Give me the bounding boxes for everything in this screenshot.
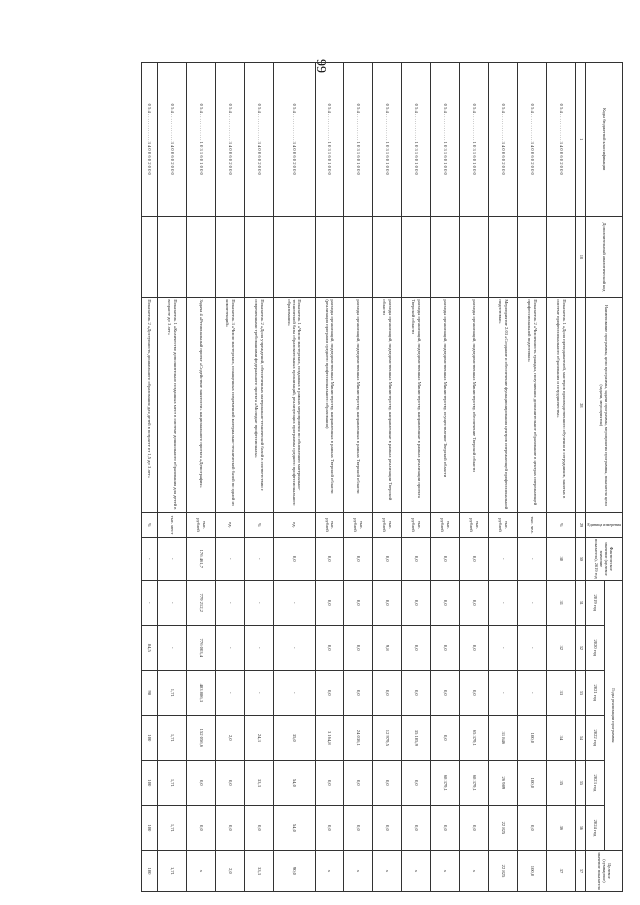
analytic-code-cell <box>274 216 315 298</box>
year-value-cell: 22 825 <box>489 805 518 850</box>
table-row <box>245 63 274 892</box>
table-row <box>373 63 402 892</box>
year-value-cell: 100,0 <box>518 715 547 760</box>
table-row <box>141 63 158 892</box>
page-number: 99 <box>313 59 328 73</box>
year-header: 2022 год <box>586 715 605 760</box>
budget-code-cell: 0 5 4 . . . . . . . . . . . . 1 0 3 1 6 0 1 0 0 0 <box>402 63 431 217</box>
year-value-cell: 35 105,9 <box>402 715 431 760</box>
year-value-cell: 0,0 <box>431 715 460 760</box>
year-value-cell: 0,0 <box>216 760 245 805</box>
budget-code-cell: 0 5 4 . . . . . . . . . . . . 3 4 0 0 6 0 2 0 0 0 <box>274 63 315 217</box>
target-cell: 37 <box>547 850 576 891</box>
target-cell: x <box>460 850 489 891</box>
unit-cell: тыс. рублей <box>460 513 489 538</box>
year-value-cell: 0,0 <box>315 625 344 670</box>
unit-cell: тыс. рублей <box>431 513 460 538</box>
analytic-code-cell <box>315 216 344 298</box>
year-value-cell: 1,71 <box>158 805 187 850</box>
budget-code-cell: 0 5 4 . . . . . . . . . . . . 3 4 0 0 6 0 2 0 0 0 <box>489 63 518 217</box>
year-value-cell: 776 003,4 <box>187 625 216 670</box>
name-cell: Показатель 1 «Число мастерских, созданных в рамках мероприятия по обновлению материально-технической базы образовательных организаций, реализующих программы среднего профессионального образования» <box>274 298 315 513</box>
budget-code-cell: 0 5 4 . . . . . . . . . . . . 3 4 0 0 6 0 2 0 0 0 <box>216 63 245 217</box>
year-value-cell: 0,0 <box>315 760 344 805</box>
unit-cell: тыс. мест <box>158 513 187 538</box>
budget-code-cell: 0 5 4 . . . . . . . . . . . . 3 4 0 0 6 0 2 0 0 0 <box>245 63 274 217</box>
table-body <box>141 63 576 892</box>
name-cell: Показатель 2 «Численность граждан, получивших дополнительное образование в центрах опережающей профессиональной подготовки» <box>518 298 547 513</box>
year-value-cell: 0,0 <box>373 670 402 715</box>
fact-cell: 0,0 <box>431 537 460 580</box>
name-cell: Мероприятие 2.03 «Создание и обеспечение функционирования центров опережающей профессиональной подготовки» <box>489 298 518 513</box>
target-cell: 2,0 <box>216 850 245 891</box>
target-cell: 22 825 <box>489 850 518 891</box>
name-cell: расходы организаций, подведомственных Министерству, направленные в рамках реализации проекта Тверской области <box>402 298 431 513</box>
table-row <box>274 63 315 892</box>
unit-cell: тыс. рублей <box>402 513 431 538</box>
year-value-cell: 2,0 <box>216 715 245 760</box>
table-row <box>518 63 547 892</box>
year-value-cell: 0,0 <box>187 805 216 850</box>
target-cell: 33,3 <box>245 850 274 891</box>
year-value-cell: 31 <box>547 580 576 625</box>
year-value-cell: - <box>489 580 518 625</box>
budget-code-cell: 0 5 4 . . . . . . . . . . . . 3 4 0 0 6 0 2 0 0 0 <box>547 63 576 217</box>
header-years-group: Годы реализации программы <box>604 580 622 850</box>
analytic-code-cell <box>547 216 576 298</box>
table-row <box>315 63 344 892</box>
unit-cell: ед. <box>274 513 315 538</box>
target-cell: x <box>344 850 373 891</box>
fact-cell: - <box>216 537 245 580</box>
name-cell: расходы организаций, подведомственных Министерству, осуществление Тверской области <box>431 298 460 513</box>
year-value-cell: 0,0 <box>431 805 460 850</box>
table-row <box>187 63 216 892</box>
year-value-cell: - <box>216 670 245 715</box>
table-row <box>431 63 460 892</box>
header-fact: Фактическое значение (целевое значение показателя), 2019 год <box>586 537 623 580</box>
column-number: 33 <box>576 670 586 715</box>
unit-cell: тыс. рублей <box>344 513 373 538</box>
name-cell: расходы организаций, подведомственных Министерству, направленных в рамках Тверской области <box>344 298 373 513</box>
year-value-cell: - <box>216 580 245 625</box>
year-value-cell: 68 379,1 <box>431 760 460 805</box>
target-cell: 100,0 <box>518 850 547 891</box>
year-value-cell: - <box>518 625 547 670</box>
unit-cell: тыс. чел. <box>518 513 547 538</box>
fact-cell: - <box>245 537 274 580</box>
year-value-cell: 31 846 <box>489 715 518 760</box>
name-cell: Показатель 3 «Число мастерских, оснащенных современной материально-технической базой по одной из компетенций» <box>216 298 245 513</box>
year-value-cell: 0,0 <box>518 805 547 850</box>
year-value-cell: 0,0 <box>402 760 431 805</box>
year-value-cell: 0,0 <box>245 805 274 850</box>
column-number: 32 <box>576 625 586 670</box>
year-value-cell: 35,0 <box>274 715 315 760</box>
unit-cell: % <box>141 513 158 538</box>
analytic-code-cell <box>489 216 518 298</box>
year-value-cell: 0,0 <box>431 625 460 670</box>
fact-cell: 0,0 <box>460 537 489 580</box>
year-value-cell: 68 379,1 <box>460 760 489 805</box>
year-value-cell: 24,3 <box>245 715 274 760</box>
year-header: 2021 год <box>586 670 605 715</box>
year-value-cell: 0,0 <box>460 805 489 850</box>
year-value-cell: 0,0 <box>344 670 373 715</box>
year-value-cell: 0,0 <box>402 580 431 625</box>
year-value-cell: 100 <box>141 805 158 850</box>
fact-cell: 0,0 <box>274 537 315 580</box>
year-value-cell: 779 212,2 <box>187 580 216 625</box>
year-value-cell: - <box>489 625 518 670</box>
fact-cell: 0,0 <box>315 537 344 580</box>
fact-cell: - <box>489 537 518 580</box>
analytic-code-cell <box>518 216 547 298</box>
year-value-cell: - <box>274 670 315 715</box>
year-value-cell: 0,0 <box>373 580 402 625</box>
analytic-code-cell <box>216 216 245 298</box>
year-value-cell: 0,0 <box>460 580 489 625</box>
year-value-cell: 34 <box>547 715 576 760</box>
name-cell: Показатель 1 «Доля преподавателей, мастеров производственного обучения и сотрудников, занятых в системе профессионального образования и сотрудничества» <box>547 298 576 513</box>
column-number-row <box>576 63 586 892</box>
year-value-cell: 33,3 <box>245 760 274 805</box>
year-value-cell: 0,0 <box>431 580 460 625</box>
year-value-cell: 24 036,1 <box>344 715 373 760</box>
year-header: 2023 год <box>586 760 605 805</box>
analytic-code-cell <box>245 216 274 298</box>
column-number: 36 <box>576 805 586 850</box>
year-header: 2024 год <box>586 805 605 850</box>
year-value-cell: 0,0 <box>402 805 431 850</box>
table-row <box>460 63 489 892</box>
target-cell: 1,71 <box>158 850 187 891</box>
year-value-cell: 0,0 <box>373 805 402 850</box>
column-number: 1 <box>576 63 586 217</box>
year-value-cell: 0,0 <box>460 625 489 670</box>
name-cell: расходы организаций, подведомственных Министерству, направленных в рамках Тверской области (реализация программ среднего профессионального образования) <box>315 298 344 513</box>
header-unit-text: Единица измерения <box>587 521 622 527</box>
name-cell: Показатель 1 «Количество дополнительно созданных мест в системе дошкольного образования для детей в возрасте до 3 лет» <box>158 298 187 513</box>
year-value-cell: 0,0 <box>216 805 245 850</box>
fact-cell: 0,0 <box>373 537 402 580</box>
column-number: 34 <box>576 715 586 760</box>
year-value-cell: 0,0 <box>373 760 402 805</box>
unit-cell: тыс. рублей <box>315 513 344 538</box>
unit-cell: тыс. рублей <box>187 513 216 538</box>
name-cell: расходы организаций, подведомственных Министерству, обеспечение Тверской области <box>460 298 489 513</box>
fact-cell: 176 461,7 <box>187 537 216 580</box>
table-row <box>489 63 518 892</box>
year-value-cell: 1,71 <box>158 670 187 715</box>
header-unit <box>586 513 623 538</box>
fact-cell: 0,0 <box>402 537 431 580</box>
year-value-cell: 100 <box>141 760 158 805</box>
program-indicators-table <box>141 62 623 892</box>
year-value-cell: - <box>489 670 518 715</box>
year-value-cell: 0,0 <box>460 670 489 715</box>
budget-code-cell: 0 5 4 . . . . . . . . . . . . 3 4 0 0 6 0 2 0 0 0 <box>518 63 547 217</box>
year-value-cell: - <box>141 580 158 625</box>
year-value-cell: 54,0 <box>274 805 315 850</box>
table-header-row <box>604 63 622 892</box>
year-value-cell: 84,5 <box>141 625 158 670</box>
year-value-cell: - <box>245 625 274 670</box>
target-cell: 100 <box>141 850 158 891</box>
fact-cell: - <box>158 537 187 580</box>
year-value-cell: 483 886,3 <box>187 670 216 715</box>
budget-code-cell: 0 5 4 . . . . . . . . . . . . 1 0 3 1 6 0 1 0 0 0 <box>187 63 216 217</box>
column-number: 29 <box>576 513 586 538</box>
header-budget-classification: Коды бюджетной классификации <box>586 63 623 217</box>
year-value-cell: 36 <box>547 805 576 850</box>
year-value-cell: 0,0 <box>344 580 373 625</box>
column-number: 35 <box>576 760 586 805</box>
year-value-cell: - <box>518 670 547 715</box>
year-value-cell: - <box>158 625 187 670</box>
table-row <box>402 63 431 892</box>
year-value-cell: 0,0 <box>344 760 373 805</box>
header-additional-code: Дополнительный аналитический код <box>586 216 623 298</box>
fact-cell: 30 <box>547 537 576 580</box>
year-value-cell: 1,71 <box>158 760 187 805</box>
year-value-cell: 35 <box>547 760 576 805</box>
header-name: Наименование программы, цели программы, задачи программы, мероприятия программы, показателя цели (задачи, мероприятия) <box>586 298 623 513</box>
budget-code-cell: 0 5 4 . . . . . . . . . . . . 1 0 3 1 6 0 1 0 0 0 <box>344 63 373 217</box>
target-cell: 90,0 <box>274 850 315 891</box>
year-value-cell: 0,0 <box>187 760 216 805</box>
budget-code-cell: 0 5 4 . . . . . . . . . . . . 3 4 0 0 6 0 2 0 0 0 <box>158 63 187 217</box>
budget-code-cell: 0 5 4 . . . . . . . . . . . . 3 4 0 0 6 0 2 0 0 0 <box>141 63 158 217</box>
year-value-cell: 54,0 <box>274 760 315 805</box>
column-number: 37 <box>576 850 586 891</box>
unit-cell: % <box>547 513 576 538</box>
year-value-cell: - <box>245 580 274 625</box>
analytic-code-cell <box>373 216 402 298</box>
fact-cell: - <box>141 537 158 580</box>
analytic-code-cell <box>141 216 158 298</box>
year-value-cell: 98 <box>141 670 158 715</box>
unit-cell: тыс. рублей <box>489 513 518 538</box>
year-value-cell: 12 979,5 <box>373 715 402 760</box>
analytic-code-cell <box>158 216 187 298</box>
year-value-cell: 3 164,8 <box>315 715 344 760</box>
target-cell: x <box>373 850 402 891</box>
target-cell: x <box>187 850 216 891</box>
header-target: Целевое (суммарное) значение показателя <box>586 850 623 891</box>
year-value-cell: 32 <box>547 625 576 670</box>
name-cell: Задача 4 «Региональный проект «Содействие занятости» национального проекта «Демография» <box>187 298 216 513</box>
name-cell: расходы организаций, подведомственных Министерству, направленные в рамках реализации Тверской области <box>373 298 402 513</box>
name-cell: Показатель 2 «Доступность дошкольного образования для детей в возрасте от 1,5 до 3 лет» <box>141 298 158 513</box>
analytic-code-cell <box>431 216 460 298</box>
year-value-cell: 100 <box>141 715 158 760</box>
table-row <box>158 63 187 892</box>
year-header: 2020 год <box>586 625 605 670</box>
analytic-code-cell <box>187 216 216 298</box>
year-value-cell: 0,0 <box>315 580 344 625</box>
target-cell: x <box>431 850 460 891</box>
year-value-cell: 0,0 <box>402 625 431 670</box>
table-rotor <box>147 62 623 892</box>
table-row <box>547 63 576 892</box>
year-value-cell: - <box>245 670 274 715</box>
year-value-cell: 0,0 <box>315 805 344 850</box>
analytic-code-cell <box>344 216 373 298</box>
year-value-cell: - <box>518 580 547 625</box>
analytic-code-cell <box>460 216 489 298</box>
column-number: 30 <box>576 537 586 580</box>
year-value-cell: 9,8 <box>373 625 402 670</box>
unit-cell: тыс. рублей <box>373 513 402 538</box>
target-cell: x <box>402 850 431 891</box>
year-value-cell: - <box>216 625 245 670</box>
year-value-cell: 26 989 <box>489 760 518 805</box>
column-number: 28 <box>576 298 586 513</box>
unit-cell: % <box>245 513 274 538</box>
analytic-code-cell <box>402 216 431 298</box>
year-value-cell: - <box>274 625 315 670</box>
fact-cell: - <box>518 537 547 580</box>
budget-code-cell: 0 5 4 . . . . . . . . . . . . 1 0 3 1 6 0 1 0 0 0 <box>315 63 344 217</box>
year-value-cell: 100,0 <box>518 760 547 805</box>
year-value-cell: 0,0 <box>431 670 460 715</box>
name-cell: Показатель 2 «Доля учреждений, обеспеченных материально-технической базой в соответствии с современными требованиями федерального проекта «Молодые профессионалы» <box>245 298 274 513</box>
table-row <box>216 63 245 892</box>
year-value-cell: 0,0 <box>315 670 344 715</box>
column-number: 18 <box>576 216 586 298</box>
year-value-cell: 65 379,1 <box>460 715 489 760</box>
fact-cell: 0,0 <box>344 537 373 580</box>
year-value-cell: 0,0 <box>402 670 431 715</box>
budget-code-cell: 0 5 4 . . . . . . . . . . . . 1 0 3 1 6 0 1 0 0 0 <box>431 63 460 217</box>
column-number: 31 <box>576 580 586 625</box>
year-header: 2019 год <box>586 580 605 625</box>
budget-code-cell: 0 5 4 . . . . . . . . . . . . 1 0 3 1 6 0 1 0 0 0 <box>460 63 489 217</box>
year-value-cell: 152 056,6 <box>187 715 216 760</box>
budget-code-cell: 0 5 4 . . . . . . . . . . . . 1 0 3 1 6 0 1 0 0 0 <box>373 63 402 217</box>
unit-cell: ед. <box>216 513 245 538</box>
year-value-cell: - <box>274 580 315 625</box>
year-value-cell: 0,0 <box>344 805 373 850</box>
table-row <box>344 63 373 892</box>
year-value-cell: 33 <box>547 670 576 715</box>
year-value-cell: - <box>158 580 187 625</box>
year-value-cell: 0,0 <box>344 625 373 670</box>
year-value-cell: 1,71 <box>158 715 187 760</box>
rotated-table-frame <box>147 62 623 892</box>
target-cell: x <box>315 850 344 891</box>
